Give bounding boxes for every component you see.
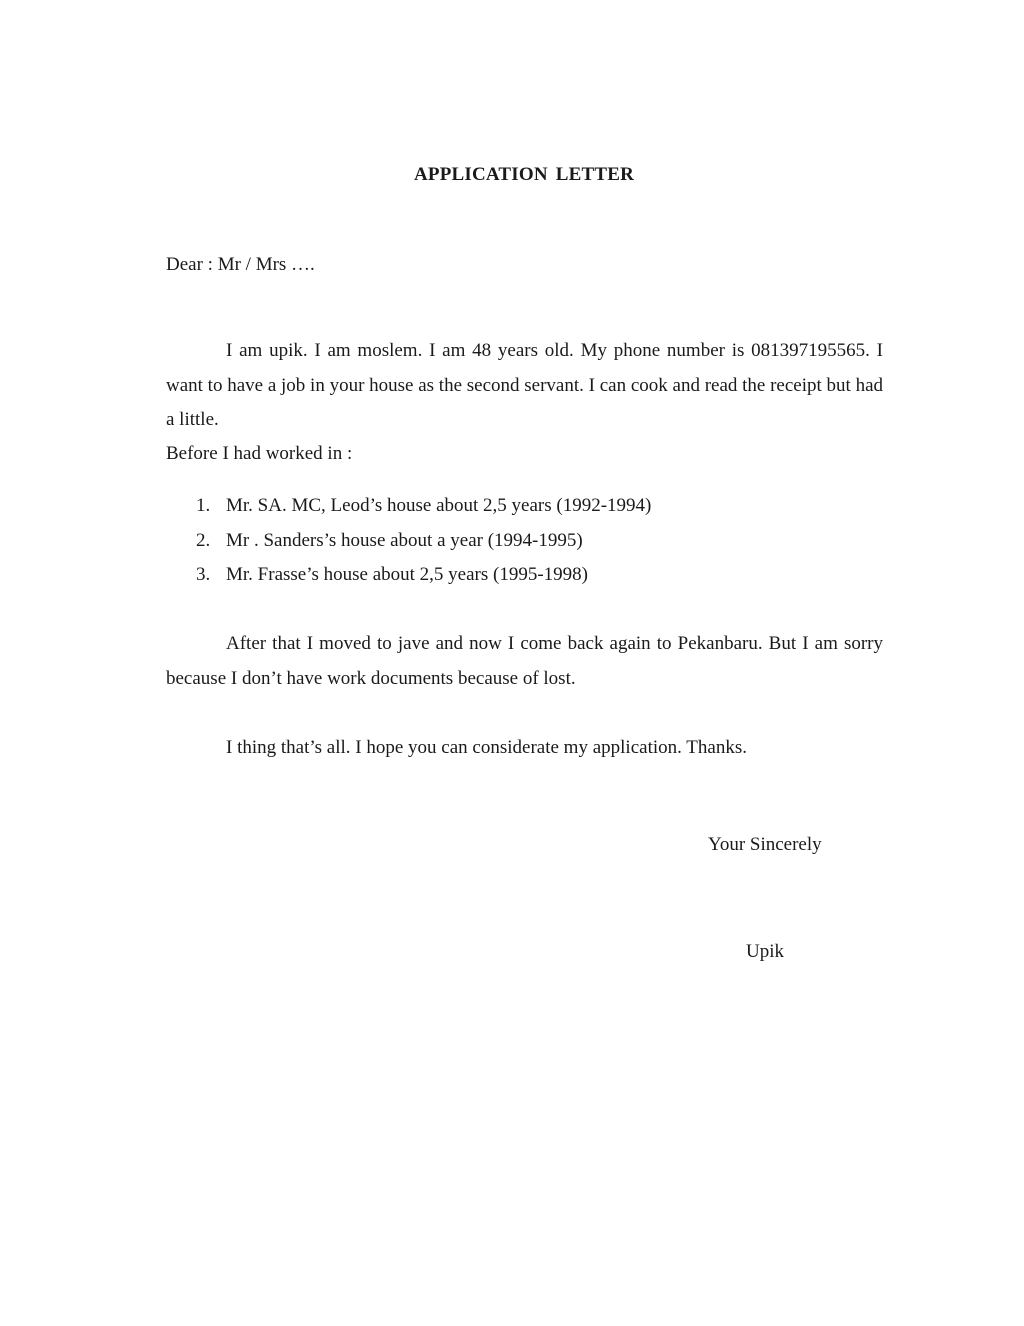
list-item xyxy=(166,489,651,524)
list-item xyxy=(166,524,651,559)
work-history-label: Before I had worked in : xyxy=(166,443,353,464)
salutation: Dear : Mr / Mrs …. xyxy=(166,254,315,275)
work-history-list xyxy=(166,489,651,593)
paragraph-introduction xyxy=(166,334,883,438)
list-item-number: 2. xyxy=(196,529,211,551)
list-item xyxy=(166,558,651,593)
list-item-number: 3. xyxy=(196,564,211,585)
list-item-text: Mr . Sanders’s house about a year (1994-1995) xyxy=(226,529,583,551)
letter-title: APPLICATION LETTER xyxy=(413,164,635,185)
sign-off: Your Sincerely xyxy=(708,834,822,855)
closing-paragraph: I thing that’s all. I hope you can considerate my application. Thanks. xyxy=(226,737,747,758)
list-item-number: 1. xyxy=(196,495,211,516)
paragraph-current-situation-text: After that I moved to jave and now I come back again to Pekanbaru. But I am sorry because I don’t have work documents because of lost. xyxy=(166,633,883,689)
paragraph-current-situation xyxy=(166,627,883,696)
paragraph-introduction-text: I am upik. I am moslem. I am 48 years old. My phone number is 081397195565. I want to have a job in your house as the second servant. I can cook and read the receipt but had a little. xyxy=(166,340,883,430)
list-item-text: Mr. SA. MC, Leod’s house about 2,5 years (1992-1994) xyxy=(226,495,652,516)
list-item-text: Mr. Frasse’s house about 2,5 years (1995-1998) xyxy=(226,564,589,585)
signature-name: Upik xyxy=(746,941,784,962)
